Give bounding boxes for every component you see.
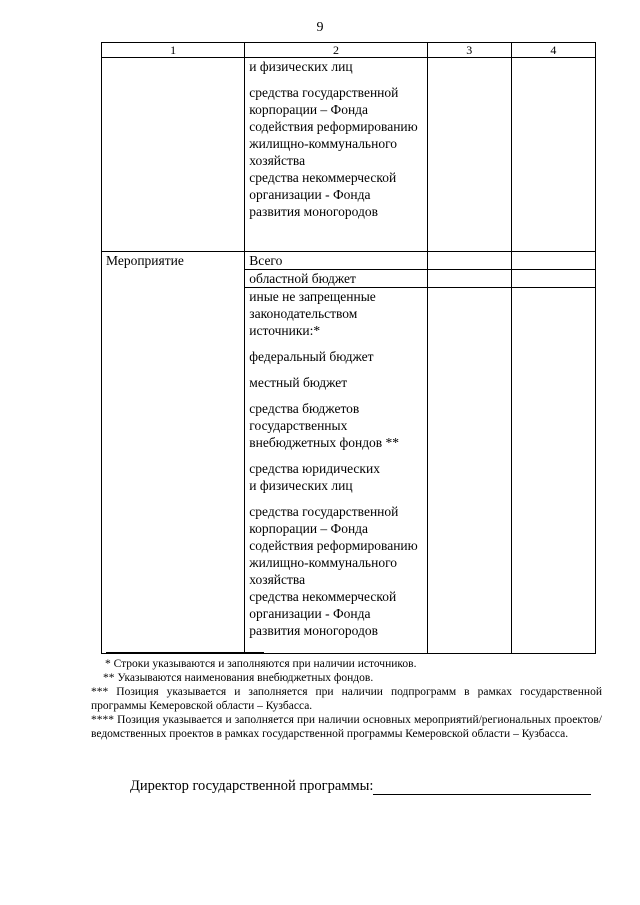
signature-block [130,778,591,795]
source-extrabudgetary: средства бюджетов государственных внебюджетных фондов ** [249,401,400,450]
source-legal-entities-1: средства юридических [249,461,380,476]
cell-regional-col3 [427,270,511,288]
cell-total-col3 [427,252,511,270]
source-monotown-fund: средства некоммерческой организации - Фонда развития моногородов [249,170,397,219]
footnote-4: **** Позиция указывается и заполняется при наличии основных мероприятий/региональных проектов/ведомственных проектов в рамках государственной программы Кемеровской области – Кузбасса. [91,714,602,740]
source-housing-fund: средства государственной корпорации – Фонда содействия реформированию жилищно-коммунального хозяйства [249,85,418,168]
cell-empty [102,58,245,252]
cell-other-col3 [427,288,511,654]
measure-label-cell: Мероприятие [102,252,245,654]
header-cell-2: 2 [245,43,427,58]
budget-table [101,42,596,654]
cell-total-col4 [511,252,595,270]
cell-col3 [427,58,511,252]
table-row-continuation [102,58,596,252]
source-other: иные не запрещенные законодательством источники:* [249,289,376,338]
source-housing-fund-2: средства государственной корпорации – Фонда содействия реформированию жилищно-коммунального хозяйства [249,504,418,587]
footnote-1: * Строки указываются и заполняются при наличии источников. [105,658,417,670]
source-federal: федеральный бюджет [249,349,374,364]
table-row-total [102,252,596,270]
cell-total: Всего [245,252,427,270]
cell-regional-col4 [511,270,595,288]
header-cell-4: 4 [511,43,595,58]
cell-sources-continuation [245,58,427,252]
signature-line [373,780,591,795]
footnote-3: *** Позиция указывается и заполняется при наличии подпрограмм в рамках государственной программы Кемеровской области – Кузбасса. [91,686,602,712]
cell-regional-budget: областной бюджет [245,270,427,288]
table-header-row [102,43,596,58]
cell-other-col4 [511,288,595,654]
source-legal-entities-2: и физических лиц [249,478,353,493]
header-cell-1: 1 [102,43,245,58]
footnotes [91,657,602,741]
source-monotown-fund-2: средства некоммерческой организации - Фонда развития моногородов [249,589,397,638]
source-local: местный бюджет [249,375,348,390]
cell-col4 [511,58,595,252]
footnote-2: ** Указываются наименования внебюджетных фондов. [103,672,374,684]
signature-label: Директор государственной программы: [130,778,374,794]
page-number: 9 [316,20,324,35]
footnote-divider [106,652,264,653]
header-cell-3: 3 [427,43,511,58]
source-legal-entities-tail: и физических лиц [249,59,353,74]
cell-other-sources-list [245,288,427,654]
